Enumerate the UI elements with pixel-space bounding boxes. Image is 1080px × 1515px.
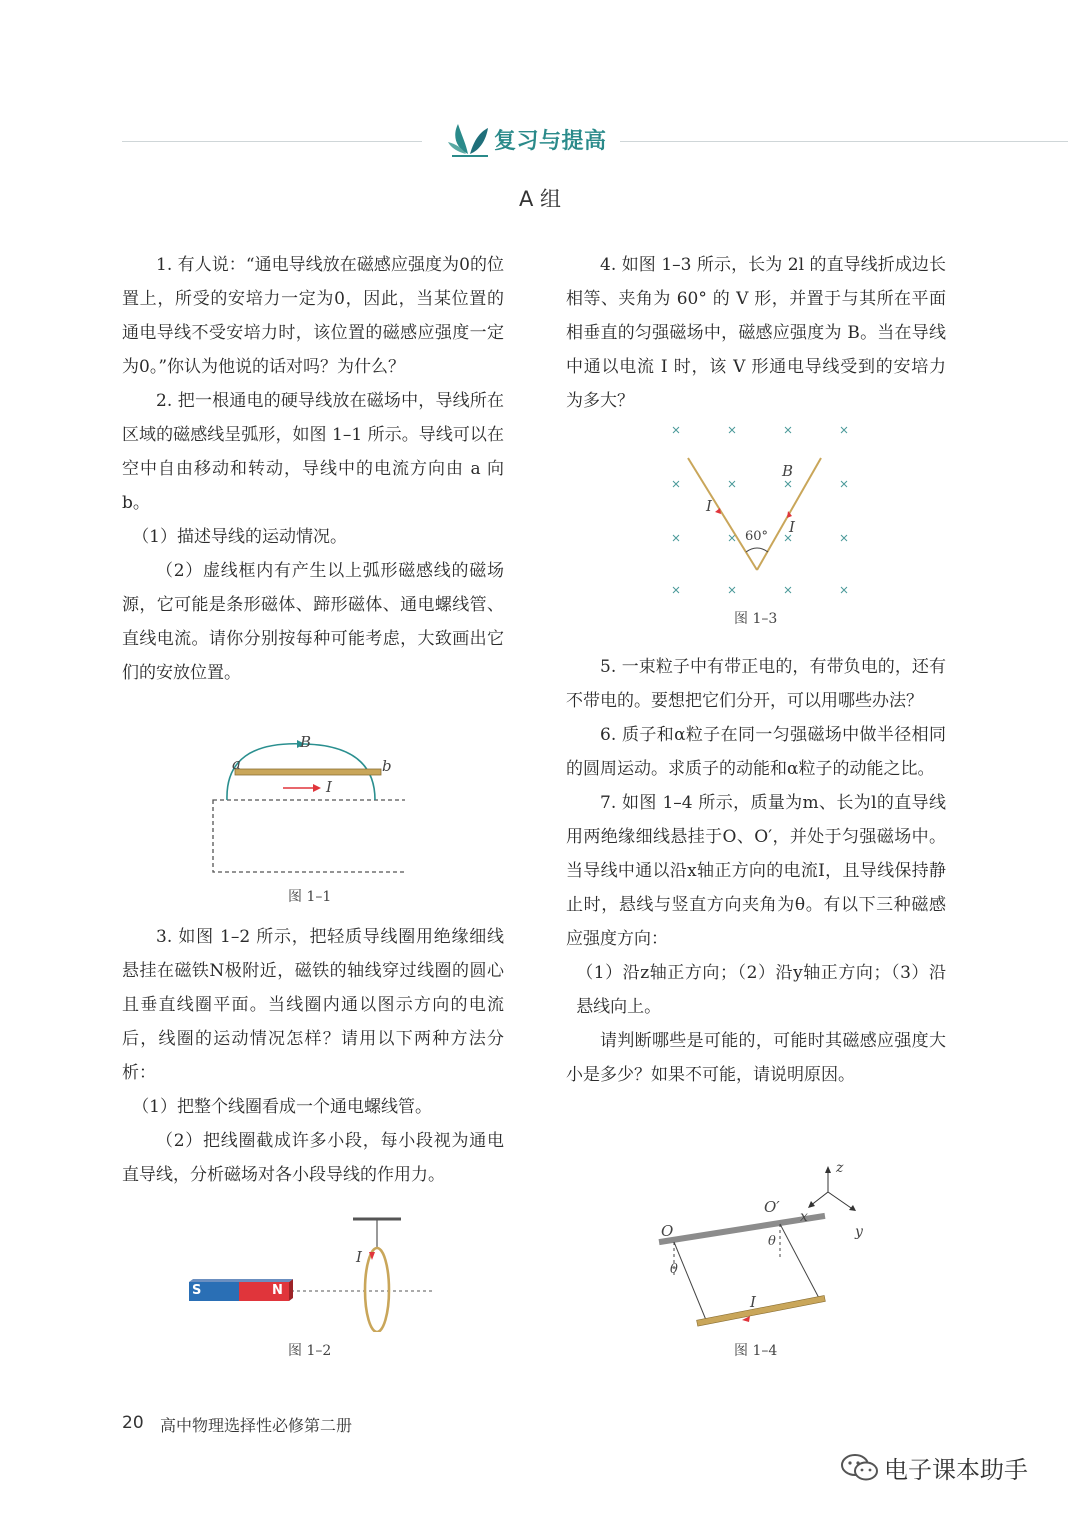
question-7-options: （1）沿z轴正方向；（2）沿y轴正方向；（3）沿悬线向上。 — [576, 963, 946, 1017]
field-cross-icon — [785, 481, 791, 487]
fig1-4-label-i: I — [750, 1293, 756, 1311]
left-column-lower — [122, 920, 504, 1192]
angle-arc — [746, 548, 768, 552]
question-2: 2. 把一根通电的硬导线放在磁场中，导线所在区域的磁感线呈弧形，如图 1–1 所示。导线可以在空中自由移动和转动，导线中的电流方向由 a 向 b。 — [122, 391, 504, 513]
fig1-1-label-b-field: B — [300, 733, 312, 751]
field-cross-icon — [729, 587, 735, 593]
fig1-4-label-theta-right: θ — [768, 1234, 776, 1249]
question-3-part-2: （2）把线圈截成许多小段，每小段视为通电直导线，分析磁场对各小段导线的作用力。 — [122, 1131, 504, 1185]
header-rule-right — [620, 141, 1068, 142]
fig1-3-caption: 图 1–3 — [734, 611, 778, 627]
dashed-source-box — [213, 800, 405, 872]
figure-1-2 — [185, 1212, 445, 1332]
hanging-wire — [697, 1295, 826, 1326]
field-cross-icon — [785, 587, 791, 593]
current-arrow-left-icon — [715, 508, 721, 514]
fig1-1-label-a: a — [232, 755, 241, 773]
fig1-2-caption: 图 1–2 — [288, 1343, 332, 1359]
question-1: 1. 有人说：“通电导线放在磁感应强度为0的位置上，所受的安培力一定为0，因此，当某位置的通电导线不受安培力时，该位置的磁感应强度一定为0。”你认为他说的话对吗？为什么？ — [122, 255, 504, 377]
field-cross-icon — [729, 427, 735, 433]
fig1-4-axis-x: x — [800, 1209, 808, 1225]
question-3: 3. 如图 1–2 所示，把轻质导线圈用绝缘细线悬挂在磁铁N极附近，磁铁的轴线穿过线圈的圆心且垂直线圈平面。当线圈内通以图示方向的电流后，线圈的运动情况怎样？请用以下两种方法分析： — [122, 927, 504, 1083]
question-2-part-1: （1）描述导线的运动情况。 — [132, 527, 348, 547]
fig1-4-label-o-prime: O′ — [764, 1198, 780, 1216]
wire-coil — [365, 1248, 389, 1332]
wire-rod — [235, 769, 381, 775]
fig1-3-label-i-left: I — [706, 497, 712, 515]
question-3-part-1: （1）把整个线圈看成一个通电螺线管。 — [132, 1097, 433, 1117]
field-cross-icon — [785, 427, 791, 433]
watermark-text: 电子课本助手 — [884, 1456, 1028, 1484]
field-cross-icon — [673, 535, 679, 541]
figure-1-3 — [666, 420, 852, 600]
fig1-4-label-theta-left: θ — [670, 1262, 678, 1277]
right-column-lower — [566, 650, 946, 1092]
question-5: 5. 一束粒子中有带正电的，有带负电的，还有不带电的。要想把它们分开，可以用哪些办法？ — [566, 657, 946, 711]
question-4: 4. 如图 1–3 所示，长为 2l 的直导线折成边长相等、夹角为 60° 的 V 形，并置于与其所在平面相垂直的匀强磁场中，磁感应强度为 B。当在导线中通以电流 I 时，该 V 形通电导线受到的安培力为多大？ — [566, 255, 946, 411]
fig1-4-axis-y: y — [855, 1224, 863, 1240]
axis-y-arrow-icon — [849, 1205, 856, 1211]
fig1-4-label-o: O — [661, 1222, 674, 1240]
fig1-3-label-i-right: I — [789, 518, 795, 536]
field-cross-icon — [673, 481, 679, 487]
thread-right — [780, 1224, 820, 1300]
fig1-4-caption: 图 1–4 — [734, 1343, 778, 1359]
question-7-ask: 请判断哪些是可能的，可能时其磁感应强度大小是多少？如果不可能，请说明原因。 — [566, 1031, 946, 1085]
thread-left — [674, 1242, 706, 1320]
figure-1-4 — [650, 1162, 880, 1334]
magnet-label-s: S — [192, 1283, 202, 1298]
question-2-part-2: （2）虚线框内有产生以上弧形磁感线的磁场源，它可能是条形磁体、蹄形磁体、通电螺线管、直线电流。请你分别按每种可能考虑，大致画出它们的安放位置。 — [122, 561, 504, 683]
wechat-watermark-icon — [840, 1452, 880, 1484]
axis-x-arrow-icon — [808, 1201, 815, 1208]
magnet-top-shade — [189, 1279, 293, 1282]
axis-z-arrow-icon — [825, 1166, 831, 1173]
current-arrow-icon — [313, 784, 321, 792]
book-title: 高中物理选择性必修第二册 — [160, 1416, 353, 1435]
field-cross-icon — [841, 427, 847, 433]
field-cross-icon — [729, 535, 735, 541]
magnet-side-shade — [289, 1279, 293, 1301]
field-cross-marks — [673, 427, 847, 593]
fig1-1-label-b: b — [382, 757, 392, 775]
fig1-3-label-b: B — [782, 462, 794, 480]
field-cross-icon — [841, 587, 847, 593]
field-cross-icon — [673, 427, 679, 433]
fig1-1-caption: 图 1–1 — [288, 889, 332, 905]
field-cross-icon — [841, 481, 847, 487]
question-6: 6. 质子和α粒子在同一匀强磁场中做半径相同的圆周运动。求质子的动能和α粒子的动能之比。 — [566, 725, 946, 779]
header-rule-left — [122, 141, 422, 142]
fig1-1-label-i: I — [326, 778, 332, 796]
left-column — [122, 248, 504, 690]
figure-1-1 — [205, 730, 405, 878]
leaf-logo-icon — [448, 118, 490, 158]
fig1-4-axis-z: z — [836, 1160, 844, 1176]
question-7: 7. 如图 1–4 所示，质量为m、长为l的直导线用两绝缘细线悬挂于O、O′，并处于匀强磁场中。当导线中通以沿x轴正方向的电流I，且导线保持静止时，悬线与竖直方向夹角为θ。有以下三种磁感应强度方向： — [566, 793, 946, 949]
fig1-2-label-i: I — [356, 1248, 362, 1266]
section-title: 复习与提高 — [494, 129, 607, 154]
axis-y — [828, 1192, 854, 1210]
page-number: 20 — [122, 1413, 144, 1433]
magnet-label-n: N — [272, 1283, 283, 1298]
field-cross-icon — [841, 535, 847, 541]
field-cross-icon — [729, 481, 735, 487]
fig1-3-angle: 60° — [745, 529, 769, 544]
right-column — [566, 248, 946, 418]
group-title: A 组 — [518, 187, 562, 211]
v-wire-left — [688, 458, 757, 570]
field-cross-icon — [673, 587, 679, 593]
